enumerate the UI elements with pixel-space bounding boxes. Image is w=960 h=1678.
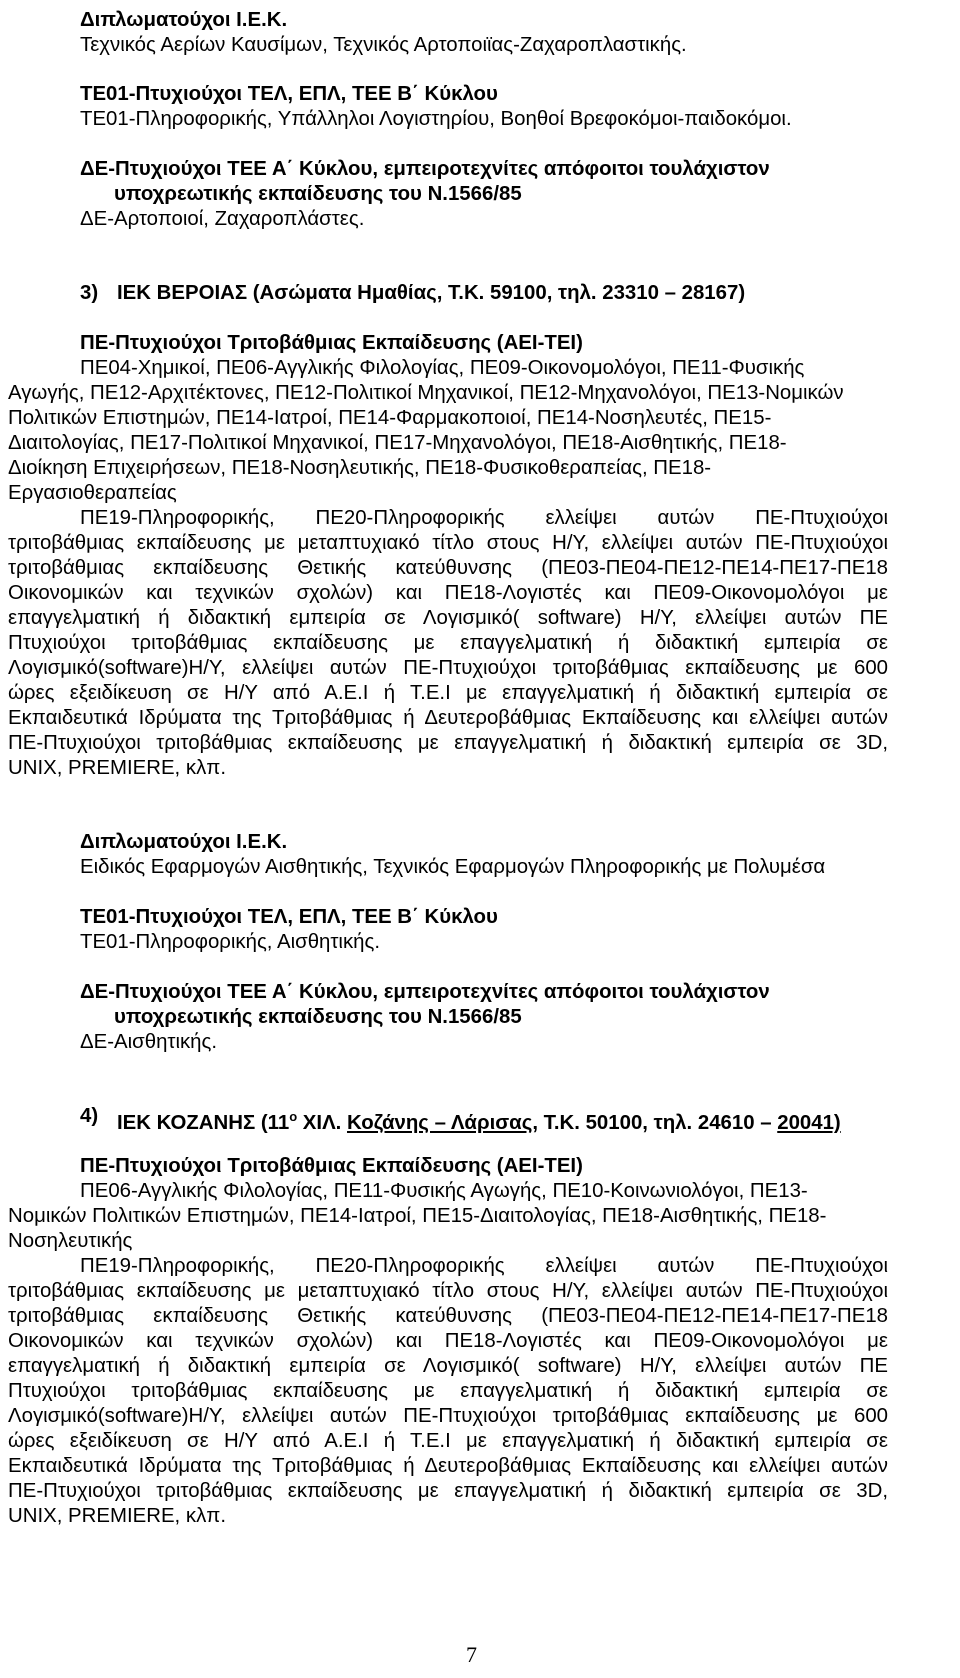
pe19-line: επαγγελματική ή διδακτική εμπειρία σε Λογισμικό( software) Η/Υ, ελλείψει αυτών ΠΕ [8,607,888,629]
iek-kozanis-number: 4) [80,1105,99,1127]
pe19-line: Πτυχιούχοι τριτοβάθμιας εκπαίδευσης με επαγγελματική ή διδακτική εμπειρία σε [8,1380,888,1402]
pe-line: Αγωγής, ΠΕ12-Αρχιτέκτονες, ΠΕ12-Πολιτικοί Μηχανικοί, ΠΕ12-Μηχανολόγοι, ΠΕ13-Νομικών [8,382,844,404]
de-text: ΔΕ-Αρτοποιοί, Ζαχαροπλάστες. [80,208,365,230]
pe-heading: ΠΕ-Πτυχιούχοι Τριτοβάθμιας Εκπαίδευσης (ΑΕΙ-ΤΕΙ) [80,332,583,354]
pe19-line: Οικονομικών και τεχνικών σχολών) και ΠΕ18-Λογιστές και ΠΕ09-Οικονομολόγοι με [8,1330,888,1352]
pe19-line: Πτυχιούχοι τριτοβάθμιας εκπαίδευσης με επαγγελματική ή διδακτική εμπειρία σε [8,632,888,654]
te01-heading: ΤΕ01-Πτυχιούχοι ΤΕΛ, ΕΠΛ, ΤΕΕ Β΄ Κύκλου [80,83,498,105]
pe19-line: ΠΕ19-Πληροφορικής, ΠΕ20-Πληροφορικής ελλείψει αυτών ΠΕ-Πτυχιούχοι [80,507,888,529]
pe19-line: Εκπαιδευτικά Ιδρύματα της Τριτοβάθμιας ή Δευτεροβάθμιας Εκπαίδευσης και ελλείψει αυτών [8,707,888,729]
page-number: 7 [466,1642,477,1667]
de-heading-line2: υποχρεωτικής εκπαίδευσης του Ν.1566/85 [114,183,522,205]
ek-text: Ειδικός Εφαρμογών Αισθητικής, Τεχνικός Εφαρμογών Πληροφορικής με Πολυμέσα [80,856,826,878]
pe19-line-last: UNIX, PREMIERE, κλπ. [8,1505,227,1527]
ek-text: Τεχνικός Αερίων Καυσίμων, Τεχνικός Αρτοποιϊας-Ζαχαροπλαστικής. [80,34,687,56]
pe-line: Πολιτικών Επιστημών, ΠΕ14-Ιατροί, ΠΕ14-Φαρμακοποιοί, ΠΕ14-Νοσηλευτές, ΠΕ15- [8,407,772,429]
pe19-line: επαγγελματική ή διδακτική εμπειρία σε Λογισμικό( software) Η/Υ, ελλείψει αυτών ΠΕ [8,1355,888,1377]
pe19-line: τριτοβάθμιας εκπαίδευσης με μεταπτυχιακό τίτλο στους Η/Υ, ελλείψει αυτών ΠΕ-Πτυχιούχοι [8,1280,888,1302]
pe19-line: ΠΕ-Πτυχιούχοι τριτοβάθμιας εκπαίδευσης με επαγγελματική ή διδακτική εμπειρία σε 3D, [8,1480,888,1502]
pe-line: Νομικών Πολιτικών Επιστημών, ΠΕ14-Ιατροί, ΠΕ15-Διαιτολογίας, ΠΕ18-Αισθητικής, ΠΕ18- [8,1205,827,1227]
pe19-line: ΠΕ19-Πληροφορικής, ΠΕ20-Πληροφορικής ελλείψει αυτών ΠΕ-Πτυχιούχοι [80,1255,888,1277]
pe19-line: Λογισμικό(software)Η/Υ, ελλείψει αυτών ΠΕ-Πτυχιούχοι τριτοβάθμιας εκπαίδευσης με 600 [8,657,888,679]
pe-line: Νοσηλευτικής [8,1230,133,1252]
pe-line: Διοίκηση Επιχειρήσεων, ΠΕ18-Νοσηλευτικής, ΠΕ18-Φυσικοθεραπείας, ΠΕ18- [8,457,712,479]
pe19-line: τριτοβάθμιας εκπαίδευσης με μεταπτυχιακό τίτλο στους Η/Υ, ελλείψει αυτών ΠΕ-Πτυχιούχοι [8,532,888,554]
pe19-line: ώρες εξειδίκευση σε Η/Υ από Α.Ε.Ι ή Τ.Ε.Ι με επαγγελματική ή διδακτική εμπειρία σε [8,682,888,704]
iek-veroias-number: 3) [80,282,99,304]
pe-line: ΠΕ06-Αγγλικής Φιλολογίας, ΠΕ11-Φυσικής Αγωγής, ΠΕ10-Κοινωνιολόγοι, ΠΕ13- [80,1180,808,1202]
pe-line: ΠΕ04-Χημικοί, ΠΕ06-Αγγλικής Φιλολογίας, ΠΕ09-Οικονομολόγοι, ΠΕ11-Φυσικής [80,357,805,379]
ek-heading: Διπλωματούχοι Ι.Ε.Κ. [80,9,288,31]
pe19-line: Οικονομικών και τεχνικών σχολών) και ΠΕ18-Λογιστές και ΠΕ09-Οικονομολόγοι με [8,582,888,604]
pe19-line-last: UNIX, PREMIERE, κλπ. [8,757,227,779]
pe19-line: τριτοβάθμιας εκπαίδευσης Θετικής κατεύθυνσης (ΠΕ03-ΠΕ04-ΠΕ12-ΠΕ14-ΠΕ17-ΠΕ18 [8,557,888,579]
pe19-line: ώρες εξειδίκευση σε Η/Υ από Α.Ε.Ι ή Τ.Ε.Ι με επαγγελματική ή διδακτική εμπειρία σε [8,1430,888,1452]
iek-kozanis-title: ΙΕΚ ΚΟΖΑΝΗΣ ($11^o$ ΧΙΛ. Κοζάνης – Λάρισας, Τ.Κ. 50100, τηλ. 24610 – 20041) [117,1109,841,1134]
de-text: ΔΕ-Αισθητικής. [80,1031,218,1053]
ek-heading: Διπλωματούχοι Ι.Ε.Κ. [80,831,288,853]
de-heading-line2: υποχρεωτικής εκπαίδευσης του Ν.1566/85 [114,1006,522,1028]
de-heading-line1: ΔΕ-Πτυχιούχοι ΤΕΕ Α΄ Κύκλου, εμπειροτεχνίτες απόφοιτοι τουλάχιστον [80,158,770,180]
pe-line: Εργασιοθεραπείας [8,482,177,504]
pe19-line: τριτοβάθμιας εκπαίδευσης Θετικής κατεύθυνσης (ΠΕ03-ΠΕ04-ΠΕ12-ΠΕ14-ΠΕ17-ΠΕ18 [8,1305,888,1327]
pe19-line: ΠΕ-Πτυχιούχοι τριτοβάθμιας εκπαίδευσης με επαγγελματική ή διδακτική εμπειρία σε 3D, [8,732,888,754]
iek-veroias-title: ΙΕΚ ΒΕΡΟΙΑΣ (Ασώματα Ημαθίας, Τ.Κ. 59100, τηλ. 23310 – 28167) [117,282,746,304]
de-heading-line1: ΔΕ-Πτυχιούχοι ΤΕΕ Α΄ Κύκλου, εμπειροτεχνίτες απόφοιτοι τουλάχιστον [80,981,770,1003]
pe-line: Διαιτολογίας, ΠΕ17-Πολιτικοί Μηχανικοί, ΠΕ17-Μηχανολόγοι, ΠΕ18-Αισθητικής, ΠΕ18- [8,432,787,454]
pe-heading: ΠΕ-Πτυχιούχοι Τριτοβάθμιας Εκπαίδευσης (ΑΕΙ-ΤΕΙ) [80,1155,583,1177]
pe19-line: Λογισμικό(software)Η/Υ, ελλείψει αυτών ΠΕ-Πτυχιούχοι τριτοβάθμιας εκπαίδευσης με 600 [8,1405,888,1427]
te01-text: ΤΕ01-Πληροφορικής, Υπάλληλοι Λογιστηρίου, Βοηθοί Βρεφοκόμοι-παιδοκόμοι. [80,108,792,130]
te01-heading: ΤΕ01-Πτυχιούχοι ΤΕΛ, ΕΠΛ, ΤΕΕ Β΄ Κύκλου [80,906,498,928]
pe19-line: Εκπαιδευτικά Ιδρύματα της Τριτοβάθμιας ή Δευτεροβάθμιας Εκπαίδευσης και ελλείψει αυτών [8,1455,888,1477]
te01-text: ΤΕ01-Πληροφορικής, Αισθητικής. [80,931,380,953]
